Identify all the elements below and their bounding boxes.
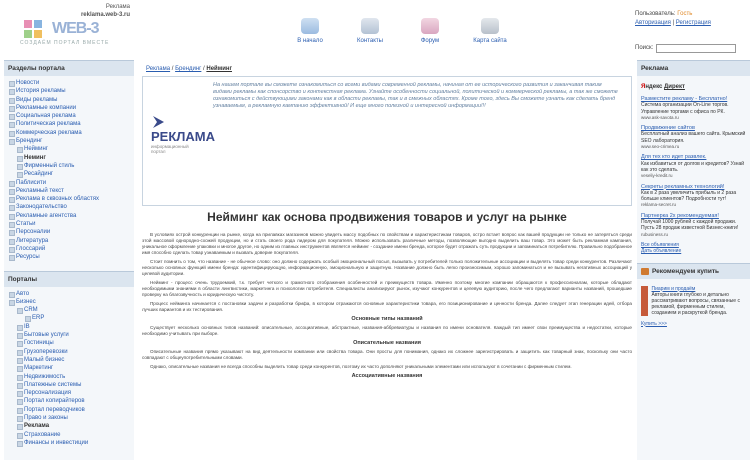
- submenu-item[interactable]: [8, 170, 130, 178]
- site-name: [80, 3, 130, 19]
- portal-sublink[interactable]: IB: [24, 323, 30, 330]
- menu-link[interactable]: Рекламные компании: [16, 104, 77, 111]
- portal-sublink[interactable]: ERP: [32, 315, 45, 322]
- ad-title[interactable]: Разместите рекламу - Бесплатно!: [641, 96, 728, 102]
- site-name-line1: Реклама: [105, 4, 130, 10]
- book-cover[interactable]: [641, 286, 648, 316]
- portal-subitem[interactable]: [8, 406, 130, 414]
- portal-sublink[interactable]: Гостиницы: [24, 340, 54, 347]
- menu-link[interactable]: Рекламный текст: [16, 187, 64, 194]
- yandex-y: Я: [641, 84, 646, 90]
- home-icon: [301, 18, 319, 34]
- portal-subitem[interactable]: [8, 381, 130, 389]
- ad-body: Как в 2 раза увеличить прибыль и 2 раза больше клиентов? Подробности тут!: [641, 189, 737, 203]
- menu-link[interactable]: Реклама в сквозных областях: [16, 196, 99, 203]
- article-paragraph: Однако, описательные названия не всегда способны выделить товар среди конкурентов, поэтому их часто дополняют уникальными элементами или используют в сочетании с фирменным стилем.: [150, 364, 572, 369]
- menu-item[interactable]: [8, 195, 130, 203]
- portal-subitem[interactable]: [8, 389, 130, 397]
- portals-heading: Порталы: [4, 271, 134, 287]
- yandex-direct-logo[interactable]: [637, 80, 750, 94]
- portal-sublink[interactable]: CRM: [24, 307, 38, 314]
- intro-banner: [142, 76, 632, 206]
- menu-item-branding[interactable]: [8, 137, 130, 145]
- portal-sublink[interactable]: Страхование: [24, 431, 61, 438]
- breadcrumb-sep: /: [170, 66, 176, 72]
- nav-sitemap-label[interactable]: Карта сайта: [473, 38, 507, 44]
- portal-item[interactable]: [8, 298, 130, 306]
- menu-item[interactable]: [8, 228, 130, 236]
- logo-square-icon: [34, 20, 42, 28]
- menu-item[interactable]: [8, 187, 130, 195]
- submenu-link[interactable]: Нейминг: [24, 146, 48, 153]
- article-subheading: Основные типы названий: [351, 316, 423, 322]
- ad-title[interactable]: Секреты рекламных технологий!: [641, 183, 725, 190]
- recommend-heading: [637, 263, 750, 279]
- site-logo[interactable]: [20, 18, 130, 48]
- portal-subitem[interactable]: [8, 431, 130, 439]
- submenu-link[interactable]: Ресайдинг: [24, 171, 54, 178]
- ad-links: [637, 240, 750, 257]
- menu-item[interactable]: [8, 129, 130, 137]
- login-link[interactable]: Авторизация: [635, 20, 671, 26]
- sections-heading: Разделы портала: [4, 60, 134, 76]
- menu-item[interactable]: [8, 120, 130, 128]
- portal-subitem[interactable]: [8, 439, 130, 447]
- portal-item[interactable]: [8, 290, 130, 298]
- article-paragraph: Процесс нейминга начинается с постановки задачи и разработки брифа, в котором отражаются основные характеристики товара, его позиционирование и ценности бренда. Далее следует этап генерации идей, отбора лучших вариантов и их тестирования.: [142, 301, 632, 312]
- logo-word: WEB-3: [52, 20, 99, 37]
- user-sep: |: [672, 20, 675, 26]
- nav-home[interactable]: [280, 18, 340, 44]
- article-subheading: Описательные названия: [353, 340, 421, 346]
- user-box: [635, 10, 736, 53]
- menu-item[interactable]: [8, 104, 130, 112]
- portal-sublink[interactable]: Персонализация: [24, 390, 72, 397]
- article-paragraph: Стоит помнить о том, что название - не обычное слово: оно должно содержать особый эмоциональный посыл, вызывать у потребителей только положительные ассоциации и выделять товар среди конкурентов. Различают несколько основных функций имени бренда: идентифицирующую, информационную, эмоциональную и защитную. Название должно быть легко произносимым, хорошо запоминаться и не вызывать негативных ассоциаций у целевой аудитории.: [142, 259, 632, 276]
- ad-url[interactable]: www.ask-savota.ru: [641, 114, 679, 120]
- user-guest: Гость: [677, 11, 693, 17]
- article-paragraph: В условиях острой конкуренции на рынке, когда на прилавках магазинов можно увидеть массу подобных по свойствам и характеристикам товаров, остро встает вопрос как вашей продукции не только не затеряться среди этой массовой однородно-схожей продукции, но и стать своего рода лидером для покупателя. Можно использовать различные методы, позволяющие выгодно выделить ваш товар. Это может быть рекламная кампания, уникальное оформление упаковки и многое другое, но одним из главных инструментов является нейминг - создание имени бренда, которое будет отражать суть продукции и запоминаться потребителю. Правильно подобранное имя способно сделать товар узнаваемым и вызвать доверие покупателя.: [142, 232, 632, 255]
- book-title[interactable]: Пиарим и продаём: [651, 285, 696, 292]
- place-ad-link[interactable]: Дать объявление: [641, 248, 682, 255]
- portal-sublink[interactable]: Право и законы: [24, 414, 68, 421]
- search-label: Поиск:: [635, 45, 654, 51]
- menu-link[interactable]: История рекламы: [16, 88, 66, 95]
- portal-sublink[interactable]: Маркетинг: [24, 365, 54, 372]
- portal-subitem[interactable]: [8, 397, 130, 405]
- menu-link[interactable]: Рекламные агентства: [16, 212, 77, 219]
- article-paragraph: Описательные названия прямо указывают на вид деятельности компании или свойства товара. Они просты для понимания, однако их сложнее зарегистрировать и защитить как товарный знак, поскольку они часто совпадают с общеупотребительными словами.: [142, 349, 632, 360]
- menu-link[interactable]: Законодательство: [16, 204, 67, 211]
- arrow-logo-icon: [151, 115, 165, 129]
- portal-sublink[interactable]: Грузоперевозки: [24, 348, 68, 355]
- menu-item[interactable]: [8, 253, 130, 261]
- menu-item[interactable]: [8, 79, 130, 87]
- article-paragraph: Существует несколько основных типов названий: описательные, ассоциативные, абстрактные, названия-аббревиатуры и названия по имени основателя. Каждый тип имеет свои преимущества и недостатки, которые необходимо учитывать при выборе.: [142, 325, 632, 336]
- submenu-item-current[interactable]: [8, 154, 130, 162]
- menu-item[interactable]: [8, 179, 130, 187]
- portal-subitem[interactable]: [8, 314, 130, 322]
- all-ads-link[interactable]: Все объявления: [641, 241, 679, 248]
- ad-url[interactable]: rubusiness.ru: [641, 231, 669, 237]
- breadcrumb-current: Нейминг: [206, 66, 232, 72]
- portal-subitem[interactable]: [8, 331, 130, 339]
- ad-body: Бесплатный анализ вашего сайта. Крымский SEO лаборатория.: [641, 131, 746, 144]
- intro-text: На нашем портале вы сможете ознакомиться со всеми видами современной рекламы, начиная от ее исторического развития и заканчивая таким видами рекламы как спонсорство и контекстная реклама. Узнайте особенности социальной, политической и коммерческой рекламы, а так же сможете ознакомиться с действующими законами как в области рекламы, так и в смежных областях. Кроме того, здесь Вы сможете узнать как сделать бренд узнаваемым, а рекламную кампанию эффективной! И еще много полезной и интересной информации!!!: [213, 82, 618, 109]
- portal-sublink[interactable]: Портал переводчиков: [24, 406, 85, 413]
- user-prefix: Пользователь:: [635, 11, 676, 17]
- portal-subitem-current[interactable]: [8, 422, 130, 430]
- nav-forum[interactable]: [400, 18, 460, 44]
- menu-link[interactable]: Брендинг: [16, 138, 43, 145]
- top-navigation: [280, 18, 520, 44]
- portal-link[interactable]: Авто: [16, 290, 30, 297]
- ad-url[interactable]: veseliy-kredit.ru: [641, 173, 673, 179]
- menu-item[interactable]: [8, 237, 130, 245]
- submenu-item[interactable]: [8, 162, 130, 170]
- portal-link[interactable]: Бизнес: [16, 298, 36, 305]
- menu-item[interactable]: [8, 203, 130, 211]
- article-subheading: Ассоциативные названия: [351, 373, 423, 379]
- breadcrumb-sep: /: [201, 66, 207, 72]
- menu-link[interactable]: Социальная реклама: [16, 113, 76, 120]
- ad-block[interactable]: [637, 152, 750, 181]
- portal-logo-text: РЕКЛАМА: [151, 129, 216, 144]
- nav-sitemap[interactable]: [460, 18, 520, 44]
- site-header: [0, 0, 750, 60]
- portal-subitem[interactable]: [8, 339, 130, 347]
- register-link[interactable]: Регистрация: [675, 20, 711, 26]
- menu-item[interactable]: [8, 87, 130, 95]
- ad-title[interactable]: Партнерка 2x рекомендуемая!: [641, 212, 719, 219]
- nav-forum-label[interactable]: Форум: [420, 38, 440, 44]
- portal-subitem[interactable]: [8, 364, 130, 372]
- portal-sublink[interactable]: Бытовые услуги: [24, 332, 69, 339]
- breadcrumb-link[interactable]: Реклама: [146, 66, 171, 72]
- ad-block[interactable]: [637, 94, 750, 123]
- nav-home-label[interactable]: В начало: [297, 38, 323, 44]
- ad-title[interactable]: Продвижение сайтов: [641, 125, 695, 132]
- portal-sublink[interactable]: Малый бизнес: [24, 356, 65, 363]
- ad-url[interactable]: www.seo-crimea.ru: [641, 144, 680, 150]
- forum-icon: [421, 18, 439, 34]
- portal-sublink[interactable]: Платежные системы: [24, 381, 82, 388]
- direct-word: Директ: [664, 84, 685, 90]
- portal-logo-sub: информационный портал: [151, 144, 189, 154]
- logo-square-icon: [24, 20, 32, 28]
- portal-sublink[interactable]: Реклама: [24, 423, 50, 430]
- article-title: Нейминг как основа продвижения товаров и услуг на рынке: [207, 210, 567, 224]
- nav-contacts-label[interactable]: Контакты: [357, 38, 383, 44]
- ad-block[interactable]: [637, 211, 750, 240]
- menu-link[interactable]: Паблисити: [16, 179, 47, 186]
- book-promo[interactable]: [637, 283, 750, 319]
- nav-contacts[interactable]: [340, 18, 400, 44]
- sitemap-icon: [481, 18, 499, 34]
- main-content: [142, 60, 632, 460]
- search-input[interactable]: [656, 44, 736, 53]
- menu-item[interactable]: [8, 212, 130, 220]
- menu-item[interactable]: [8, 245, 130, 253]
- right-sidebar: [637, 60, 750, 460]
- portal-subitem[interactable]: [8, 414, 130, 422]
- portals-menu: [4, 287, 134, 451]
- logo-square-icon: [34, 30, 42, 38]
- submenu-link[interactable]: Неминг: [24, 154, 46, 161]
- sections-menu: [4, 76, 134, 265]
- recommend-title: Рекомендуем купить: [652, 267, 720, 275]
- portal-subitem[interactable]: [8, 356, 130, 364]
- portal-subitem[interactable]: [8, 373, 130, 381]
- yandex-word: ндекс: [645, 84, 663, 90]
- portal-subitem[interactable]: [8, 323, 130, 331]
- menu-link[interactable]: Ресурсы: [16, 254, 40, 261]
- portal-sublink[interactable]: Недвижимость: [24, 373, 66, 380]
- ad-title[interactable]: Для тех кто идет развлек.: [641, 154, 707, 161]
- ad-block[interactable]: [637, 123, 750, 152]
- logo-square-icon: [24, 30, 32, 38]
- menu-link[interactable]: Статьи: [16, 221, 36, 228]
- envelope-icon: [361, 18, 379, 34]
- ad-body: Как избавиться от долгов и кредитов? Узнай как это сделать.: [641, 160, 745, 173]
- article-paragraph: Нейминг - процесс очень трудоемкий, т.к. требует четкого и грамотного отображения особенностей и преимуществ товара. Именно поэтому многие компании обращаются к профессионалам, которые обладают необходимыми знаниями в области лингвистики, маркетинга и психологии потребителя. Специалисты анализируют рынок, изучают конкурентов и целевую аудиторию, после чего предлагают варианты названий, прошедшие проверку на благозвучность и юридическую чистоту.: [142, 280, 632, 297]
- submenu-item[interactable]: [8, 145, 130, 153]
- site-name-line2: reklama.web-3.ru: [80, 12, 130, 18]
- book-description: Авторы книги глубоко и детально рассматривают вопросы, связанные с рекламой, фирменным стилем, созданием и раскруткой бренда.: [651, 291, 740, 316]
- menu-item[interactable]: [8, 220, 130, 228]
- ad-body: Система организации On-Line торгов. Управление торгами с офиса по РК.: [641, 102, 729, 115]
- menu-link[interactable]: Глоссарий: [16, 245, 46, 252]
- menu-link[interactable]: Виды рекламы: [16, 96, 58, 103]
- portal-sublink[interactable]: Финансы и инвестиции: [24, 439, 89, 446]
- portal-sublink[interactable]: Портал копирайтеров: [24, 398, 85, 405]
- left-sidebar: [4, 60, 134, 460]
- portal-subitem[interactable]: [8, 306, 130, 314]
- logo-tagline: СОЗДАЁМ ПОРТАЛ ВМЕСТЕ: [20, 40, 110, 46]
- buy-link[interactable]: Купить >>>: [641, 320, 667, 327]
- ad-body: Получай 1000 рублей с каждой продажи. Пусть 28 продаж известной Бизнес-книги!: [641, 219, 739, 232]
- menu-link[interactable]: Коммерческая реклама: [16, 129, 82, 136]
- article: [142, 210, 632, 382]
- book-stack-icon: [641, 268, 649, 275]
- ad-url[interactable]: reklama-secret.ru: [641, 202, 677, 208]
- submenu-link[interactable]: Фирменный стиль: [24, 162, 75, 169]
- ad-block[interactable]: [637, 182, 750, 211]
- portal-logo: [151, 115, 216, 157]
- menu-link[interactable]: Персоналии: [16, 229, 51, 236]
- menu-link[interactable]: Литература: [16, 237, 49, 244]
- menu-link[interactable]: Новости: [16, 80, 40, 86]
- breadcrumb-link[interactable]: Брендинг: [175, 66, 202, 72]
- menu-item[interactable]: [8, 112, 130, 120]
- portal-subitem[interactable]: [8, 348, 130, 356]
- ads-heading: Реклама: [637, 60, 750, 76]
- menu-link[interactable]: Политическая реклама: [16, 121, 81, 128]
- menu-item[interactable]: [8, 96, 130, 104]
